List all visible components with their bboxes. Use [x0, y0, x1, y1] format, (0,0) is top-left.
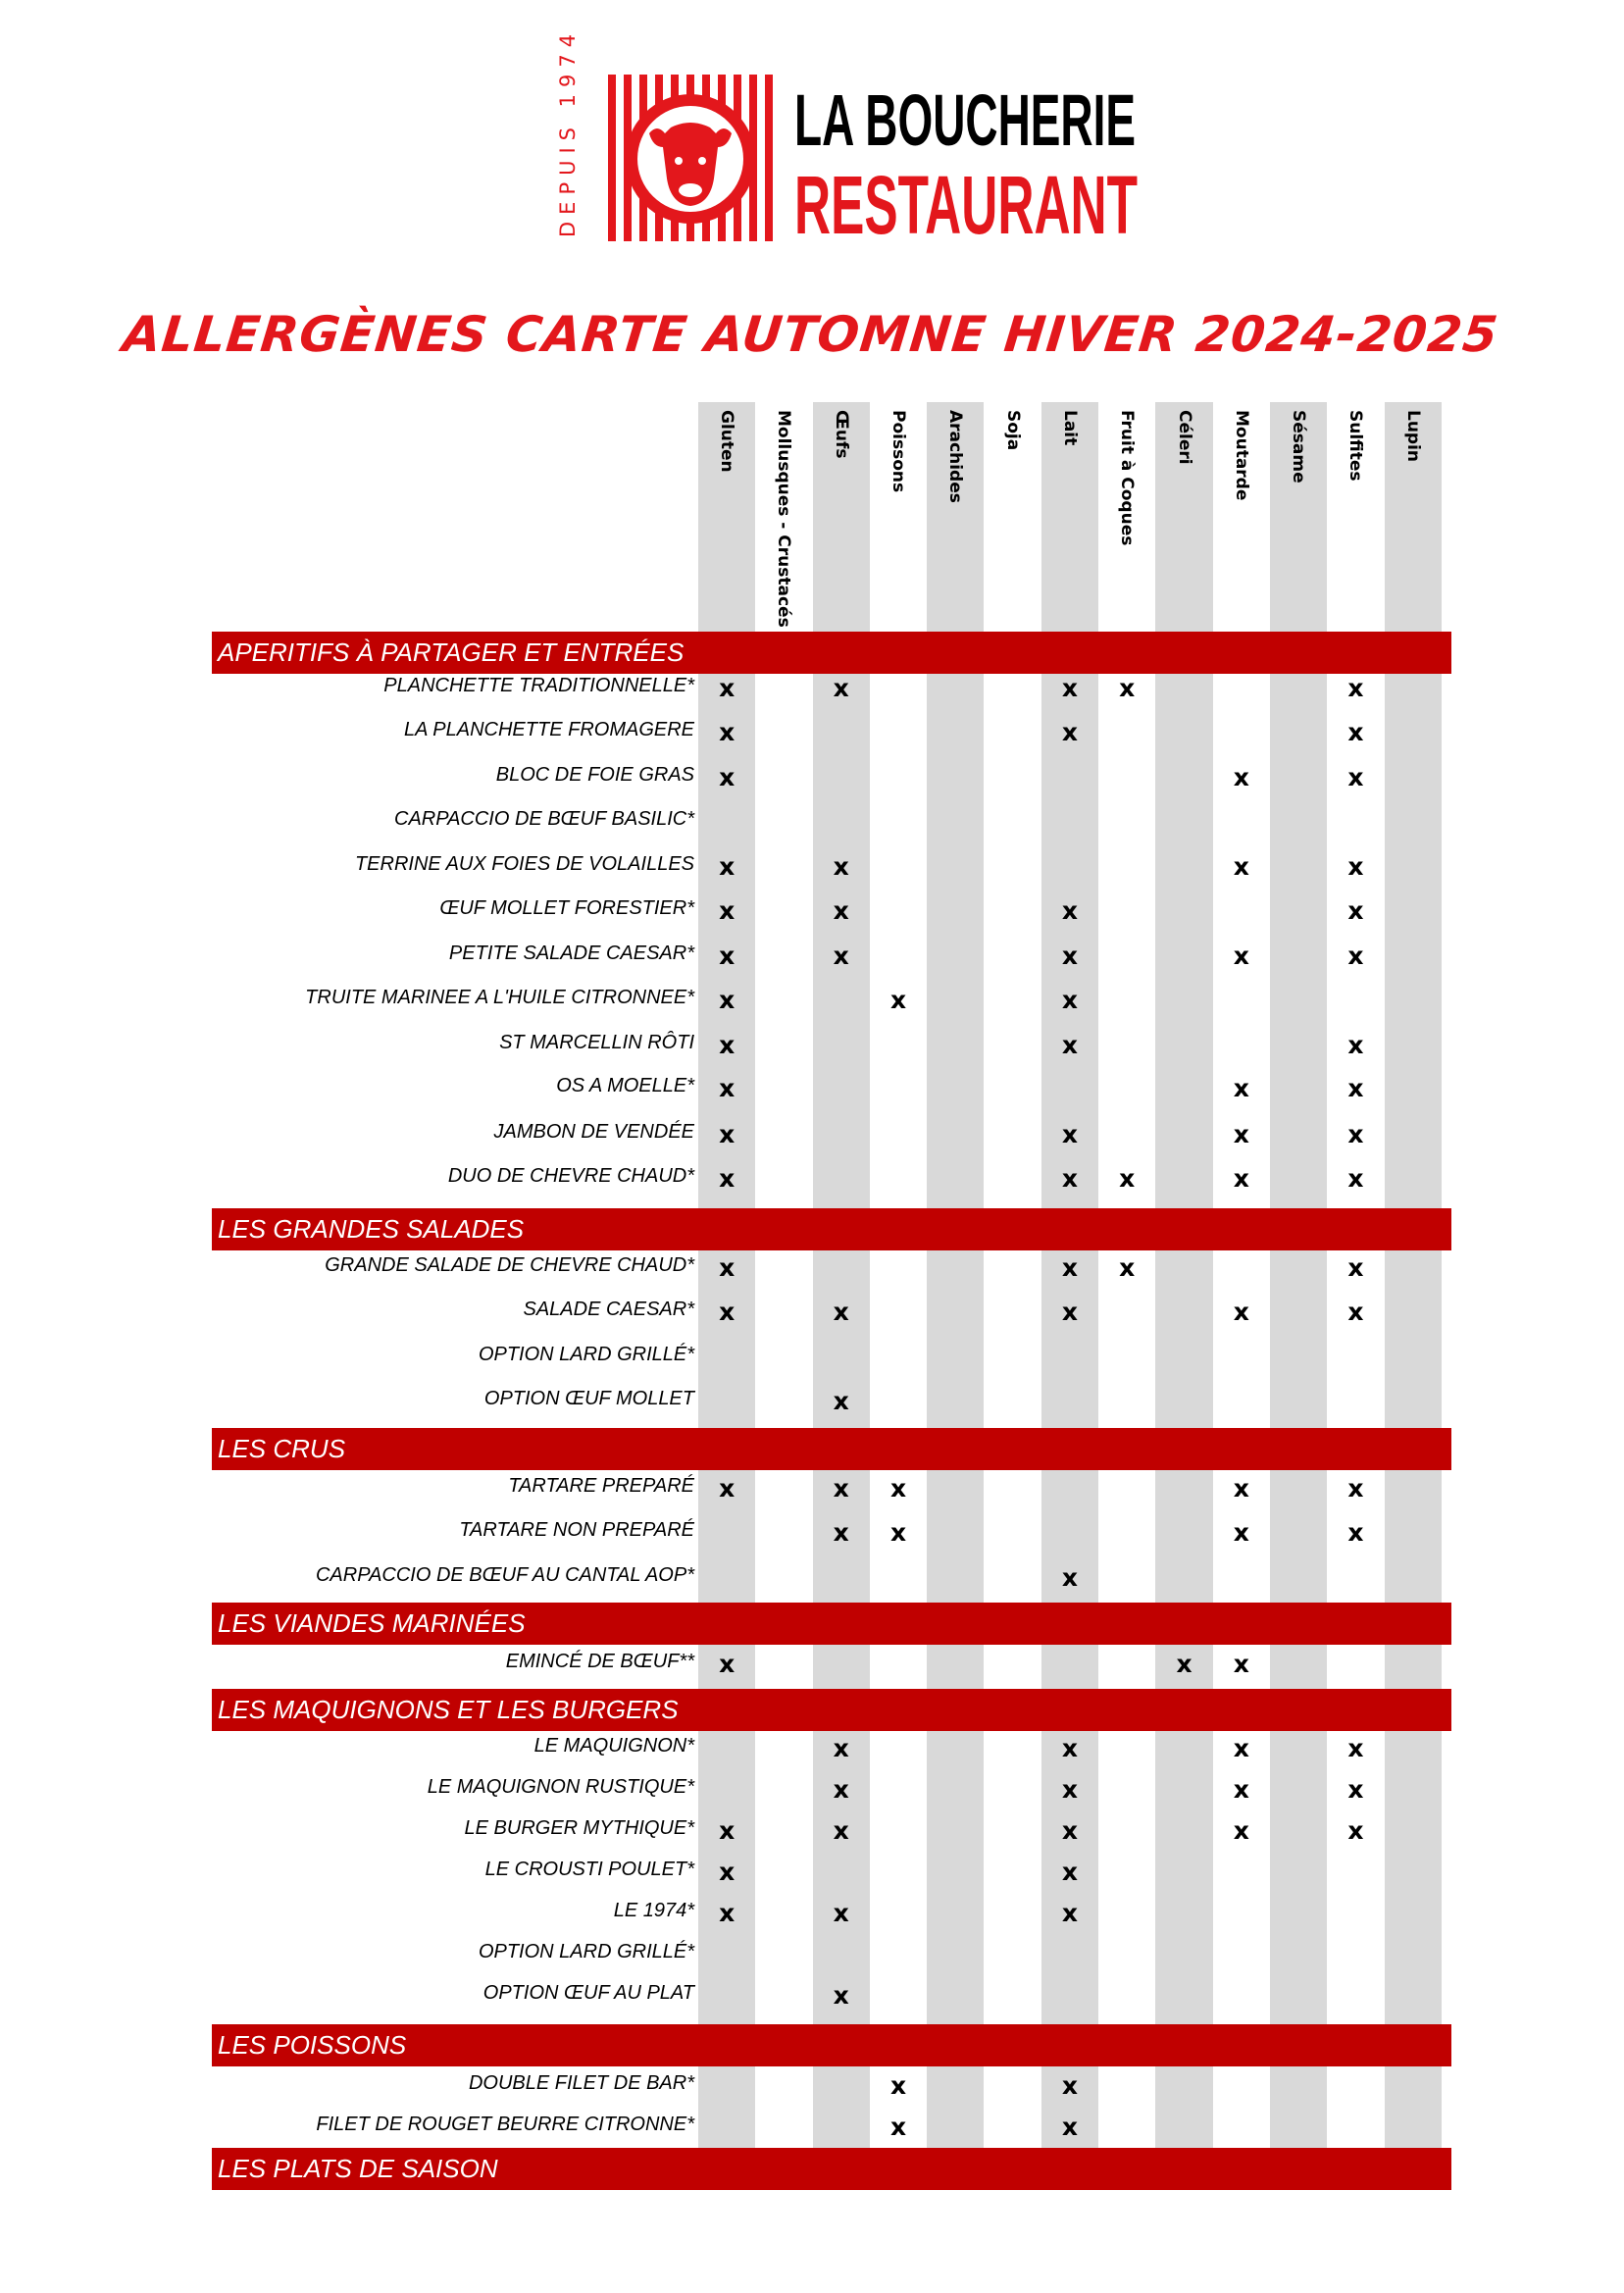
allergen-mark-sulfites: x	[1347, 763, 1364, 791]
column-header-oeufs	[813, 404, 870, 636]
allergen-mark-sulfites: x	[1347, 1734, 1364, 1762]
column-header-gluten	[698, 404, 755, 636]
column-header-sesame	[1270, 404, 1327, 636]
section-header-les-plats-de-saison	[212, 2148, 1451, 2190]
allergen-mark-moutarde: x	[1233, 1734, 1249, 1762]
section-title: LES PLATS DE SAISON	[218, 2154, 498, 2183]
allergen-mark-poissons: x	[889, 2113, 907, 2141]
dish-name: ŒUF MOLLET FORESTIER*	[439, 897, 694, 919]
column-header-label: Œufs	[831, 410, 851, 459]
section-header-les-maquignons-et-les-burgers	[212, 1689, 1451, 1731]
brand-since: DEPUIS 1974	[556, 26, 580, 237]
allergen-mark-moutarde: x	[1233, 942, 1249, 970]
brand-line1: LA BOUCHERIE	[794, 79, 1136, 161]
dish-name: OPTION ŒUF AU PLAT	[482, 1982, 694, 2004]
allergen-mark-oeufs: x	[833, 1518, 849, 1547]
allergen-mark-moutarde: x	[1233, 1074, 1249, 1102]
page-title: ALLERGÈNES CARTE AUTOMNE HIVER 2024-2025	[120, 306, 1501, 363]
allergen-mark-lait: x	[1061, 2113, 1078, 2141]
allergen-mark-lait: x	[1061, 986, 1078, 1014]
column-header-sulfites	[1327, 404, 1384, 636]
allergen-mark-gluten: x	[719, 1253, 736, 1282]
allergen-mark-lait: x	[1061, 942, 1078, 970]
allergen-mark-sulfites: x	[1347, 1031, 1364, 1059]
allergen-mark-gluten: x	[719, 1650, 736, 1678]
dish-name: TERRINE AUX FOIES DE VOLAILLES	[354, 853, 694, 875]
dish-name: CARPACCIO DE BŒUF BASILIC*	[394, 808, 694, 830]
column-header-label: Mollusques - Crustacés	[774, 410, 794, 628]
allergen-mark-lait: x	[1061, 1031, 1078, 1059]
allergen-mark-lait: x	[1061, 1775, 1078, 1804]
dish-name: DUO DE CHEVRE CHAUD*	[447, 1165, 694, 1187]
column-header-label: Gluten	[717, 410, 737, 473]
allergen-mark-oeufs: x	[833, 1474, 849, 1503]
dish-name: SALADE CAESAR*	[523, 1299, 694, 1320]
allergen-mark-moutarde: x	[1233, 1474, 1249, 1503]
allergen-mark-moutarde: x	[1233, 852, 1249, 881]
allergen-mark-moutarde: x	[1233, 1518, 1249, 1547]
dish-name: OPTION LARD GRILLÉ*	[478, 1344, 694, 1365]
column-header-label: Poissons	[888, 410, 909, 493]
section-header-les-poissons	[212, 2024, 1451, 2066]
dish-name: PLANCHETTE TRADITIONNELLE*	[383, 675, 694, 696]
allergen-mark-gluten: x	[719, 1816, 736, 1845]
dish-name: DOUBLE FILET DE BAR*	[468, 2072, 694, 2094]
column-header-label: Céleri	[1174, 410, 1194, 465]
allergen-mark-gluten: x	[719, 1074, 736, 1102]
dish-name: PETITE SALADE CAESAR*	[448, 943, 694, 964]
allergen-mark-sulfites: x	[1347, 852, 1364, 881]
allergen-mark-sulfites: x	[1347, 1518, 1364, 1547]
section-header-aperitifs-a-partager-et-entrees	[212, 632, 1451, 674]
allergen-mark-lait: x	[1061, 1816, 1078, 1845]
dish-name: GRANDE SALADE DE CHEVRE CHAUD*	[325, 1254, 694, 1276]
allergen-mark-lait: x	[1061, 1164, 1078, 1193]
allergen-mark-poissons: x	[889, 1474, 907, 1503]
allergen-mark-oeufs: x	[833, 1816, 849, 1845]
allergen-mark-gluten: x	[719, 1858, 736, 1886]
section-header-les-viandes-marinees	[212, 1603, 1451, 1645]
allergen-mark-fruit-a-coques: x	[1119, 674, 1136, 702]
column-header-label: Soja	[1002, 410, 1023, 451]
allergen-mark-sulfites: x	[1347, 1120, 1364, 1148]
allergen-mark-moutarde: x	[1233, 763, 1249, 791]
section-header-les-grandes-salades	[212, 1208, 1451, 1250]
dish-name: JAMBON DE VENDÉE	[493, 1121, 694, 1143]
allergen-mark-moutarde: x	[1233, 1816, 1249, 1845]
allergen-mark-lait: x	[1061, 1899, 1078, 1927]
dish-name: CARPACCIO DE BŒUF AU CANTAL AOP*	[315, 1564, 694, 1586]
dish-name: LA PLANCHETTE FROMAGERE	[404, 719, 694, 740]
column-header-soja	[985, 404, 1041, 636]
allergen-mark-moutarde: x	[1233, 1650, 1249, 1678]
stray-mark: x	[1419, 651, 1426, 662]
allergen-mark-poissons: x	[889, 986, 907, 1014]
column-header-lupin	[1385, 404, 1442, 636]
section-title: LES CRUS	[218, 1434, 346, 1463]
allergen-mark-gluten: x	[719, 1298, 736, 1326]
allergen-mark-lait: x	[1061, 718, 1078, 746]
allergen-mark-gluten: x	[719, 1474, 736, 1503]
allergen-mark-sulfites: x	[1347, 718, 1364, 746]
dish-name: EMINCÉ DE BŒUF**	[505, 1651, 694, 1672]
allergen-mark-poissons: x	[889, 2071, 907, 2100]
section-title: LES POISSONS	[218, 2030, 407, 2060]
allergen-mark-lait: x	[1061, 2071, 1078, 2100]
brand-line2: RESTAURANT	[794, 159, 1138, 251]
column-header-moutarde	[1213, 404, 1270, 636]
column-header-fruit-a-coques	[1098, 404, 1155, 636]
allergen-mark-sulfites: x	[1347, 1816, 1364, 1845]
allergen-mark-gluten: x	[719, 1031, 736, 1059]
section-title: LES GRANDES SALADES	[218, 1214, 525, 1244]
allergen-mark-lait: x	[1061, 896, 1078, 925]
allergen-mark-gluten: x	[719, 1164, 736, 1193]
allergen-mark-gluten: x	[719, 674, 736, 702]
allergen-mark-lait: x	[1061, 1120, 1078, 1148]
allergen-mark-fruit-a-coques: x	[1119, 1253, 1136, 1282]
allergen-mark-oeufs: x	[833, 1387, 849, 1415]
column-header-label: Lupin	[1402, 410, 1423, 463]
allergen-mark-oeufs: x	[833, 852, 849, 881]
allergen-mark-gluten: x	[719, 852, 736, 881]
allergen-mark-sulfites: x	[1347, 1074, 1364, 1102]
dish-name: TRUITE MARINEE A L'HUILE CITRONNEE*	[305, 987, 694, 1008]
dish-name: OS A MOELLE*	[556, 1075, 694, 1096]
allergen-mark-moutarde: x	[1233, 1164, 1249, 1193]
allergen-mark-sulfites: x	[1347, 896, 1364, 925]
allergen-mark-lait: x	[1061, 1298, 1078, 1326]
dish-name: LE 1974*	[613, 1900, 694, 1921]
allergen-mark-sulfites: x	[1347, 1164, 1364, 1193]
column-header-celeri	[1155, 404, 1212, 636]
allergen-mark-oeufs: x	[833, 674, 849, 702]
allergen-mark-lait: x	[1061, 1563, 1078, 1592]
section-title: LES MAQUIGNONS ET LES BURGERS	[218, 1695, 679, 1724]
allergen-mark-oeufs: x	[833, 1899, 849, 1927]
allergen-mark-celeri: x	[1176, 1650, 1193, 1678]
allergen-mark-fruit-a-coques: x	[1119, 1164, 1136, 1193]
dish-name: ST MARCELLIN RÔTI	[499, 1032, 694, 1053]
column-header-label: Sésame	[1289, 410, 1309, 484]
allergen-mark-sulfites: x	[1347, 674, 1364, 702]
allergen-mark-lait: x	[1061, 1253, 1078, 1282]
dish-name: OPTION LARD GRILLÉ*	[478, 1941, 694, 1962]
dish-name: LE CROUSTI POULET*	[484, 1859, 694, 1880]
allergen-mark-gluten: x	[719, 1899, 736, 1927]
allergen-mark-sulfites: x	[1347, 1474, 1364, 1503]
dish-name: BLOC DE FOIE GRAS	[495, 764, 694, 786]
section-title: LES VIANDES MARINÉES	[218, 1608, 526, 1638]
dish-name: LE BURGER MYTHIQUE*	[464, 1817, 694, 1839]
column-header-arachides	[927, 404, 984, 636]
dish-name: OPTION ŒUF MOLLET	[483, 1388, 694, 1409]
allergen-mark-moutarde: x	[1233, 1298, 1249, 1326]
allergen-mark-moutarde: x	[1233, 1775, 1249, 1804]
section-header-les-crus	[212, 1428, 1451, 1470]
allergen-mark-oeufs: x	[833, 1981, 849, 2010]
column-header-lait	[1041, 404, 1098, 636]
allergen-mark-sulfites: x	[1347, 1298, 1364, 1326]
allergen-mark-gluten: x	[719, 718, 736, 746]
allergen-mark-sulfites: x	[1347, 1775, 1364, 1804]
allergen-mark-lait: x	[1061, 674, 1078, 702]
dish-name: TARTARE PREPARÉ	[508, 1475, 694, 1497]
column-header-label: Lait	[1059, 410, 1080, 446]
allergen-mark-gluten: x	[719, 986, 736, 1014]
allergen-mark-oeufs: x	[833, 942, 849, 970]
allergen-mark-moutarde: x	[1233, 1120, 1249, 1148]
allergen-mark-oeufs: x	[833, 1775, 849, 1804]
column-header-label: Sulfites	[1345, 410, 1366, 482]
column-header-label: Moutarde	[1231, 410, 1251, 501]
allergen-mark-gluten: x	[719, 1120, 736, 1148]
allergen-mark-gluten: x	[719, 896, 736, 925]
allergen-mark-oeufs: x	[833, 1734, 849, 1762]
allergen-mark-gluten: x	[719, 763, 736, 791]
allergen-mark-gluten: x	[719, 942, 736, 970]
allergen-mark-poissons: x	[889, 1518, 907, 1547]
allergen-mark-oeufs: x	[833, 896, 849, 925]
allergen-mark-sulfites: x	[1347, 942, 1364, 970]
allergen-mark-lait: x	[1061, 1734, 1078, 1762]
section-title: APERITIFS À PARTAGER ET ENTRÉES	[218, 637, 685, 667]
column-header-label: Fruit à Coques	[1117, 410, 1138, 546]
column-header-mollusques-crustaces	[755, 404, 812, 636]
allergen-mark-oeufs: x	[833, 1298, 849, 1326]
column-header-label: Arachides	[945, 410, 966, 503]
dish-name: TARTARE NON PREPARÉ	[459, 1519, 694, 1541]
column-header-poissons	[870, 404, 927, 636]
dish-name: FILET DE ROUGET BEURRE CITRONNE*	[316, 2114, 694, 2135]
allergen-mark-lait: x	[1061, 1858, 1078, 1886]
dish-name: LE MAQUIGNON RUSTIQUE*	[427, 1776, 694, 1798]
dish-name: LE MAQUIGNON*	[533, 1735, 694, 1757]
allergen-mark-sulfites: x	[1347, 1253, 1364, 1282]
